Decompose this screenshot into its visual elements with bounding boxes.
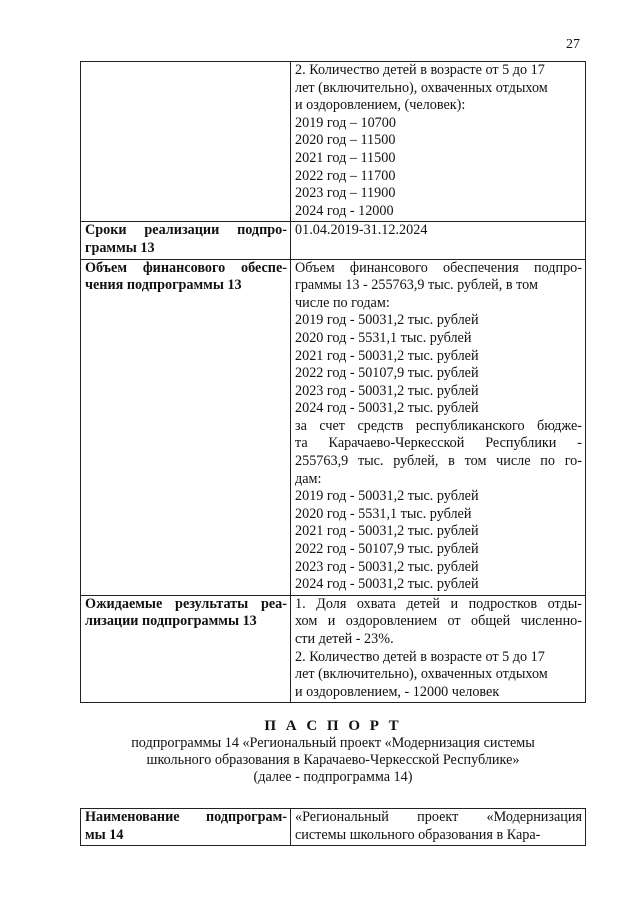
- label-line: лизации подпрограммы 13: [85, 613, 257, 630]
- value-line: 2023 год – 11900: [295, 185, 396, 202]
- table-row: [81, 222, 586, 259]
- value-line: 1. Доля охвата детей и подростков отды-: [295, 595, 582, 612]
- value-line: за счет средств республиканского бюдже-: [295, 417, 582, 434]
- value-line: 2021 год - 50031,2 тыс. рублей: [295, 347, 479, 364]
- value-line: лет (включительно), охваченных отдыхом: [295, 79, 548, 96]
- value-line: 2021 год – 11500: [295, 149, 396, 166]
- label-line: Сроки реализации подпро-: [85, 222, 287, 239]
- value-line: «Региональный проект «Модернизация: [295, 809, 582, 825]
- value-line: 2020 год – 11500: [295, 132, 396, 149]
- heading-line: (далее - подпрограмма 14): [253, 769, 413, 785]
- row-value-cell: [291, 222, 586, 259]
- row-label-cell: [81, 222, 291, 259]
- label-line: мы 14: [85, 826, 124, 843]
- table-row: [81, 259, 586, 595]
- value-line: и оздоровлением, (человек):: [295, 97, 466, 114]
- value-line: дам:: [295, 470, 322, 487]
- row-value-cell: [291, 62, 586, 222]
- value-line: граммы 13 - 255763,9 тыс. рублей, в том: [295, 277, 538, 294]
- value-line: 2021 год - 50031,2 тыс. рублей: [295, 523, 479, 540]
- value-line: 2020 год - 5531,1 тыс. рублей: [295, 505, 472, 522]
- row-label-cell: [81, 595, 291, 703]
- value-line: 2022 год - 50107,9 тыс. рублей: [295, 365, 479, 382]
- value-line: 2023 год - 50031,2 тыс. рублей: [295, 382, 479, 399]
- label-line: Наименование подпрограм-: [85, 809, 287, 825]
- value-line: та Карачаево-Черкесской Республики -: [295, 435, 582, 452]
- value-line: и оздоровлением, - 12000 человек: [295, 683, 500, 700]
- subprogram-14-passport-table: [80, 808, 586, 846]
- value-line: 01.04.2019-31.12.2024: [295, 222, 428, 239]
- label-line: граммы 13: [85, 239, 155, 256]
- row-label-cell: [81, 62, 291, 222]
- row-value-cell: [291, 259, 586, 595]
- row-value-cell: [291, 809, 586, 846]
- row-value-cell: [291, 595, 586, 703]
- table-row: [81, 62, 586, 222]
- value-line: Объем финансового обеспечения подпро-: [295, 259, 582, 276]
- label-line: Объем финансового обеспе-: [85, 259, 287, 276]
- value-line: лет (включительно), охваченных отдыхом: [295, 666, 548, 683]
- subprogram-14-heading: [80, 717, 586, 786]
- value-line: 2022 год - 50107,9 тыс. рублей: [295, 541, 479, 558]
- value-line: 2020 год - 5531,1 тыс. рублей: [295, 329, 472, 346]
- label-line: чения подпрограммы 13: [85, 277, 242, 294]
- value-line: системы школьного образования в Кара-: [295, 826, 541, 843]
- row-label-cell: [81, 259, 291, 595]
- value-line: числе по годам:: [295, 294, 390, 311]
- subprogram-13-passport-table: [80, 61, 586, 703]
- value-line: 2. Количество детей в возрасте от 5 до 17: [295, 62, 545, 78]
- value-line: сти детей - 23%.: [295, 631, 394, 647]
- passport-title: П А С П О Р Т: [264, 718, 402, 734]
- value-line: 2024 год - 50031,2 тыс. рублей: [295, 400, 479, 417]
- value-line: 2. Количество детей в возрасте от 5 до 17: [295, 648, 545, 665]
- page-number: 27: [566, 37, 580, 52]
- table-row: [81, 809, 586, 846]
- value-line: 2019 год - 50031,2 тыс. рублей: [295, 488, 479, 505]
- value-line: 2019 год – 10700: [295, 114, 396, 131]
- value-line: 2022 год – 11700: [295, 167, 396, 184]
- value-line: 2024 год - 12000: [295, 202, 394, 219]
- value-line: 2019 год - 50031,2 тыс. рублей: [295, 312, 479, 329]
- value-line: 2024 год - 50031,2 тыс. рублей: [295, 576, 479, 593]
- row-label-cell: [81, 809, 291, 846]
- table-row: [81, 595, 586, 703]
- heading-line: школьного образования в Карачаево-Черкесской Республике»: [146, 752, 520, 768]
- value-line: хом и оздоровлением от общей численно-: [295, 613, 582, 630]
- heading-line: подпрограммы 14 «Региональный проект «Модернизация системы: [131, 735, 535, 751]
- value-line: 2023 год - 50031,2 тыс. рублей: [295, 558, 479, 575]
- value-line: 255763,9 тыс. рублей, в том числе по го-: [295, 453, 582, 470]
- label-line: Ожидаемые результаты реа-: [85, 595, 287, 612]
